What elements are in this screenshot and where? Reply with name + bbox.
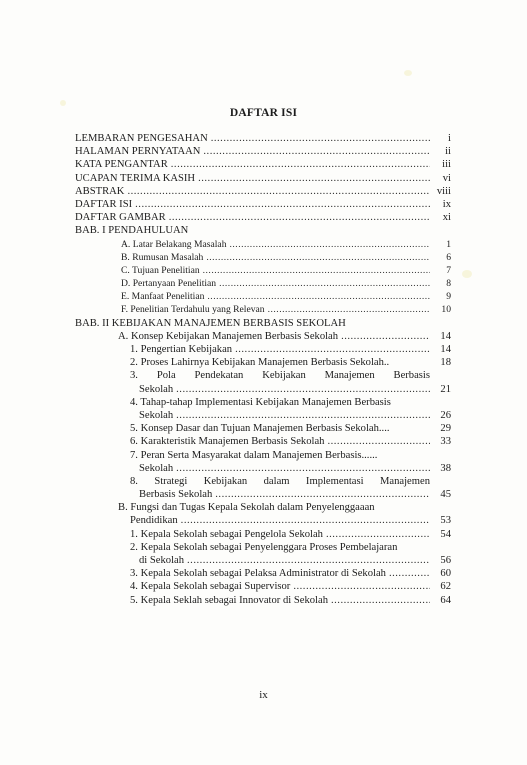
dot-leader [389,567,430,580]
toc-entry-page: 53 [440,515,451,527]
toc-entry [75,449,451,462]
dot-leader [235,343,430,356]
toc-entry-page: 6 [446,251,451,263]
table-of-contents [75,132,451,607]
toc-entry [75,435,451,448]
paper-spot [462,270,472,278]
toc-entry-page: 45 [440,489,451,501]
toc-entry [75,303,451,316]
toc-entry [75,580,451,593]
toc-entry-continuation [75,554,451,567]
toc-entry [75,356,451,369]
toc-entry-page: vi [442,172,451,184]
dot-leader [230,238,431,251]
toc-entry [75,396,451,409]
toc-entry [75,369,451,382]
dot-leader [176,383,430,396]
dot-leader [327,435,430,448]
paper-spot [60,100,66,106]
toc-entry-page: 18 [440,357,451,369]
toc-entry-label: Berbasis Sekolah [139,489,213,501]
toc-entry-page: 7 [446,264,451,276]
toc-entry-label: di Sekolah [139,555,185,566]
toc-entry [75,132,451,145]
toc-entry-page: 9 [446,291,451,303]
toc-entry-label: 2. Kepala Sekolah sebagai Penyelenggara Proses Pembelajaran [130,541,398,553]
dot-leader [215,488,430,501]
dot-leader [341,330,430,343]
toc-entry-label: A. Konsep Kebijakan Manajemen Berbasis Sekolah [118,330,339,342]
toc-entry [75,330,451,343]
toc-entry-label: 5. Konsep Dasar dan Tujuan Manajemen Berbasis Sekolah.... [130,423,390,435]
dot-leader [268,303,430,316]
dot-leader [176,462,430,475]
toc-entry-label: D. Pertanyaan Penelitian [121,278,217,290]
toc-entry-label: Pendidikan [130,515,178,527]
toc-entry-label: F. Penelitian Terdahulu yang Relevan [121,304,265,316]
toc-entry-page: 26 [440,409,451,421]
toc-entry-page: 21 [440,383,451,395]
toc-entry-label: 1. Pengertian Kebijakan [130,344,233,355]
dot-leader [211,132,430,145]
paper-spot [404,70,412,76]
toc-entry-label: KATA PENGANTAR [75,159,168,171]
toc-entry-label: BAB. II KEBIJAKAN MANAJEMEN BERBASIS SEKOLAH [75,317,346,329]
dot-leader [187,554,430,567]
dot-leader [326,528,430,541]
toc-entry-label: DAFTAR GAMBAR [75,212,166,224]
toc-entry-page: 60 [440,568,451,580]
toc-entry [75,528,451,541]
dot-leader [207,290,430,303]
toc-entry-label: Sekolah [139,409,174,421]
toc-entry-label: 3. Kepala Sekolah sebagai Pelaksa Administrator di Sekolah [130,568,386,580]
toc-chapter-heading [75,224,451,237]
toc-entry-label: 7. Peran Serta Masyarakat dalam Manajemen Berbasis...... [130,449,378,461]
toc-entry [75,290,451,303]
toc-entry [75,475,451,488]
toc-entry-label: ABSTRAK [75,185,125,197]
toc-entry-continuation [75,488,451,501]
toc-entry-label: E. Manfaat Penelitian [121,291,205,303]
toc-entry-label: Sekolah [139,462,174,474]
toc-entry-page: 10 [441,304,451,316]
toc-entry [75,541,451,554]
toc-entry [75,594,451,607]
toc-entry [75,251,451,264]
toc-entry [75,343,451,356]
toc-entry-page: i [448,133,451,144]
toc-entry [75,422,451,435]
toc-entry-label: A. Latar Belakang Masalah [121,238,227,250]
toc-chapter-heading [75,317,451,330]
toc-entry-page: 64 [440,594,451,606]
toc-entry-page: viii [436,185,451,197]
toc-entry-label: 8. Strategi Kebijakan dalam Implementasi Manajemen [130,475,430,487]
toc-entry-label: 2. Proses Lahirnya Kebijakan Manajemen Berbasis Sekolah.. [130,357,390,369]
toc-entry [75,264,451,277]
toc-entry-continuation [75,514,451,527]
dot-leader [219,277,430,290]
toc-entry-label: DAFTAR ISI [75,198,133,210]
toc-entry [75,567,451,580]
toc-entry [75,501,451,514]
toc-entry-page: iii [442,159,451,171]
toc-entry-label: 1. Kepala Sekolah sebagai Pengelola Sekolah [130,528,323,540]
toc-entry [75,158,451,171]
toc-entry [75,198,451,211]
toc-entry-label: 4. Kepala Sekolah sebagai Supervisor [130,581,291,593]
toc-entry-page: 1 [446,238,451,250]
dot-leader [198,172,430,185]
toc-entry-page: 38 [440,462,451,474]
page-title: DAFTAR ISI [229,107,298,119]
toc-entry-label: 6. Karakteristik Manajemen Berbasis Sekolah [130,436,325,448]
toc-entry-continuation [75,462,451,475]
dot-leader [206,251,430,264]
toc-entry-page: 33 [440,436,451,448]
toc-entry-page: 14 [440,344,451,355]
toc-entry-label: Sekolah [139,383,174,395]
toc-entry-label: 3. Pola Pendekatan Kebijakan Manajemen Berbasis [130,370,430,382]
toc-entry [75,185,451,198]
dot-leader [203,145,430,158]
toc-entry-label: C. Tujuan Penelitian [121,264,200,276]
toc-entry-label: B. Rumusan Masalah [121,251,204,263]
toc-entry-label: HALAMAN PERNYATAAN [75,146,201,158]
toc-entry [75,277,451,290]
toc-entry-label: 4. Tahap-tahap Implementasi Kebijakan Manajemen Berbasis [130,396,391,408]
toc-entry-page: 62 [440,581,451,593]
toc-entry-page: ix [442,198,451,210]
dot-leader [203,264,430,277]
dot-leader [176,409,430,422]
toc-entry-page: 29 [440,423,451,435]
page-number: ix [259,689,268,701]
toc-entry [75,238,451,251]
dot-leader [293,580,430,593]
toc-entry-page: 54 [440,528,451,540]
toc-entry [75,145,451,158]
toc-entry-page: 14 [440,330,451,342]
toc-entry-continuation [75,383,451,396]
toc-entry-page: 8 [446,278,451,290]
dot-leader [169,211,430,224]
dot-leader [331,594,430,607]
toc-entry-label: LEMBARAN PENGESAHAN [75,133,208,144]
toc-entry-label: BAB. I PENDAHULUAN [75,225,189,237]
toc-entry [75,211,451,224]
toc-entry-label: B. Fungsi dan Tugas Kepala Sekolah dalam Penyelenggaaan [118,502,375,514]
toc-entry-page: xi [442,212,451,224]
toc-entry-label: UCAPAN TERIMA KASIH [75,172,196,184]
dot-leader [127,185,430,198]
toc-entry-page: 56 [440,555,451,566]
dot-leader [181,514,430,527]
dot-leader [171,158,430,171]
toc-entry-label: 5. Kepala Seklah sebagai Innovator di Sekolah [130,594,328,606]
toc-entry-page: ii [445,146,451,158]
dot-leader [135,198,430,211]
toc-entry [75,172,451,185]
toc-entry-continuation [75,409,451,422]
